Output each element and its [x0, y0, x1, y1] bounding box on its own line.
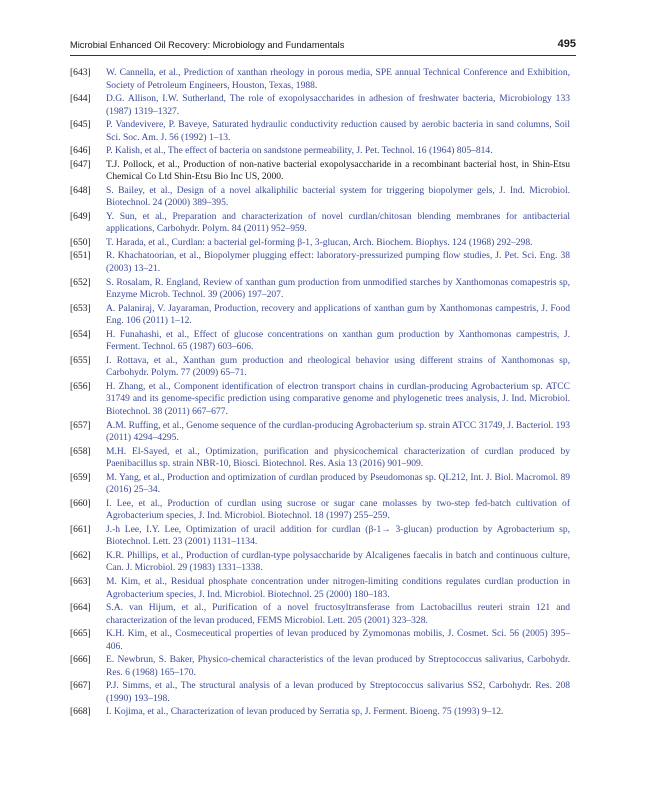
reference-text[interactable]: P. Vandevivere, P. Baveye, Saturated hydraulic conductivity reduction caused by aerobic bacteria in sand columns, Soil Sci. Soc. Am. J. 56 (1992) 1–13. — [106, 119, 570, 143]
reference-item — [70, 303, 570, 328]
reference-number: [647] — [70, 158, 91, 170]
reference-item — [70, 237, 570, 250]
reference-number: [665] — [70, 628, 91, 640]
reference-number: [662] — [70, 549, 91, 561]
reference-number: [650] — [70, 236, 91, 248]
reference-text: T.J. Pollock, et al., Production of non-native bacterial exopolysaccharide in a recombinant bacterial host, in Shin-Etsu Chemical Co Ltd Shin-Etsu Bio Inc US, 2000. — [106, 158, 570, 183]
reference-text[interactable]: S. Bailey, et al., Design of a novel alkaliphilic bacterial system for triggering biopolymer gels, J. Ind. Microbiol. Biotechnol. 24 (2000) 389–395. — [106, 184, 570, 209]
reference-item — [70, 67, 570, 92]
reference-text[interactable]: S.A. van Hijum, et al., Purification of a novel fructosyltransferase from Lactobacillus reuteri strain 121 and characterization of the levan produced, FEMS Microbiol. Lett. 205 (2001) 323–328. — [106, 602, 570, 626]
reference-text[interactable]: I. Lee, et al., Production of curdlan using sucrose or sugar cane molasses by two-step fed-batch cultivation of Agrobacterium species, J. Ind. Microbiol. Biotechnol. 18 (1997) 255–259. — [106, 497, 570, 522]
reference-item — [70, 472, 570, 497]
reference-item — [70, 706, 570, 719]
reference-text[interactable]: D.G. Allison, I.W. Sutherland, The role of exopolysaccharides in adhesion of freshwater bacteria, Microbiology 133 (1987) 1319–1327. — [106, 93, 570, 117]
reference-number: [660] — [70, 497, 91, 509]
reference-text[interactable]: K.R. Phillips, et al., Production of curdlan-type polysaccharide by Alcaligenes faecalis in batch and continuous culture, Can. J. Microbiol. 29 (1983) 1331–1338. — [106, 549, 570, 574]
reference-text[interactable]: H. Zhang, et al., Component identification of electron transport chains in curdlan-producing Agrobacterium sp. ATCC 31749 and its genome-specific prediction using comparative genome and phylogenetic trees analysis, J. Ind. Microbiol. Biotechnol. 38 (2011) 667–677. — [106, 380, 570, 418]
reference-number: [657] — [70, 419, 91, 431]
reference-item — [70, 420, 570, 445]
reference-number: [661] — [70, 523, 91, 535]
reference-item — [70, 93, 570, 118]
reference-text[interactable]: A.M. Ruffing, et al., Genome sequence of the curdlan-producing Agrobacterium sp. strain ATCC 31749, J. Bacteriol. 193 (2011) 4294–4295. — [106, 419, 570, 444]
reference-item — [70, 524, 570, 549]
reference-item — [70, 145, 570, 158]
reference-item — [70, 550, 570, 575]
reference-number: [654] — [70, 328, 91, 340]
reference-item — [70, 277, 570, 302]
running-title: Microbial Enhanced Oil Recovery: Microbiology and Fundamentals — [70, 40, 345, 50]
reference-text[interactable]: W. Cannella, et al., Prediction of xanthan rheology in porous media, SPE annual Technical Conference and Exhibition, Society of Petroleum Engineers, Houston, Texas, 1988. — [106, 67, 570, 91]
reference-number: [644] — [70, 93, 91, 105]
page-header — [70, 37, 576, 56]
reference-item — [70, 119, 570, 144]
reference-text[interactable]: I. Rottava, et al., Xanthan gum production and rheological behavior using different strains of Xanthomonas sp, Carbohydr. Polym. 77 (2009) 65–71. — [106, 354, 570, 379]
reference-number: [652] — [70, 276, 91, 288]
reference-number: [664] — [70, 602, 91, 614]
reference-text[interactable]: P.J. Simms, et al., The structural analysis of a levan produced by Streptococcus salivarius SS2, Carbohydr. Res. 208 (1990) 193–198. — [106, 680, 570, 704]
reference-text[interactable]: M. Yang, et al., Production and optimization of curdlan produced by Pseudomonas sp. QL212, Int. J. Biol. Macromol. 89 (2016) 25–34. — [106, 471, 570, 496]
reference-number: [666] — [70, 654, 91, 666]
page-number: 495 — [557, 38, 576, 50]
reference-number: [645] — [70, 119, 91, 131]
reference-text[interactable]: T. Harada, et al., Curdlan: a bacterial gel-forming β-1, 3-glucan, Arch. Biochem. Biophys. 124 (1968) 292–298. — [106, 236, 533, 248]
reference-number: [667] — [70, 680, 91, 692]
reference-text[interactable]: S. Rosalam, R. England, Review of xanthan gum production from unmodified starches by Xanthomonas comapestris sp, Enzyme Microb. Technol. 39 (2006) 197–207. — [106, 276, 570, 301]
reference-item — [70, 355, 570, 380]
reference-number: [653] — [70, 302, 91, 314]
reference-text[interactable]: P. Kalish, et al., The effect of bacteria on sandstone permeability, J. Pet. Technol. 16 (1964) 805–814. — [106, 145, 493, 157]
reference-number: [648] — [70, 184, 91, 196]
reference-number: [643] — [70, 67, 91, 78]
reference-text[interactable]: H. Funahashi, et al., Effect of glucose concentrations on xanthan gum production by Xanthomonas campestris, J. Ferment. Technol. 65 (1987) 603–606. — [106, 328, 570, 353]
reference-item — [70, 654, 570, 679]
reference-number: [646] — [70, 145, 91, 157]
reference-number: [658] — [70, 445, 91, 457]
reference-item — [70, 329, 570, 354]
reference-text[interactable]: K.H. Kim, et al., Cosmeceutical properties of levan produced by Zymomonas mobilis, J. Cosmet. Sci. 56 (2005) 395–406. — [106, 628, 570, 652]
reference-item — [70, 498, 570, 523]
reference-list — [70, 67, 570, 720]
reference-item — [70, 250, 570, 275]
reference-item — [70, 628, 570, 653]
reference-item — [70, 680, 570, 705]
reference-number: [668] — [70, 706, 91, 718]
reference-number: [651] — [70, 250, 91, 262]
reference-item — [70, 381, 570, 419]
reference-number: [649] — [70, 210, 91, 222]
reference-item — [70, 446, 570, 471]
reference-item — [70, 211, 570, 236]
reference-text[interactable]: I. Kojima, et al., Characterization of levan produced by Serratia sp, J. Ferment. Bioeng. 75 (1993) 9–12. — [106, 706, 504, 718]
reference-text[interactable]: R. Khachatoorian, et al., Biopolymer plugging effect: laboratory-pressurized pumping flow studies, J. Pet. Sci. Eng. 38 (2003) 13–21. — [106, 250, 570, 275]
reference-number: [655] — [70, 354, 91, 366]
reference-text[interactable]: Y. Sun, et al., Preparation and characterization of novel curdlan/chitosan blending membranes for antibacterial applications, Carbohydr. Polym. 84 (2011) 952–959. — [106, 210, 570, 235]
reference-text[interactable]: A. Palaniraj, V. Jayaraman, Production, recovery and applications of xanthan gum by Xanthomonas campestris, J. Food Eng. 106 (2011) 1–12. — [106, 302, 570, 327]
reference-text[interactable]: M.H. El-Sayed, et al., Optimization, purification and physicochemical characterization of curdlan produced by Paenibacillus sp. strain NBR-10, Biosci. Biotechnol. Res. Asia 13 (2016) 901–909. — [106, 445, 570, 470]
reference-text[interactable]: J.-h Lee, I.Y. Lee, Optimization of uracil addition for curdlan (β-1→ 3-glucan) production by Agrobacterium sp, Biotechnol. Lett. 23 (2001) 1131–1134. — [106, 523, 570, 548]
reference-text[interactable]: M. Kim, et al., Residual phosphate concentration under nitrogen-limiting conditions regulates curdlan production in Agrobacterium species, J. Ind. Microbiol. Biotechnol. 25 (2000) 180–183. — [106, 575, 570, 600]
reference-number: [656] — [70, 380, 91, 392]
reference-number: [663] — [70, 575, 91, 587]
reference-item — [70, 185, 570, 210]
reference-item — [70, 159, 570, 184]
reference-number: [659] — [70, 471, 91, 483]
reference-item — [70, 602, 570, 627]
reference-text[interactable]: E. Newbrun, S. Baker, Physico-chemical characteristics of the levan produced by Streptococcus salivarius, Carbohydr. Res. 6 (1968) 165–170. — [106, 654, 570, 678]
reference-item — [70, 576, 570, 601]
